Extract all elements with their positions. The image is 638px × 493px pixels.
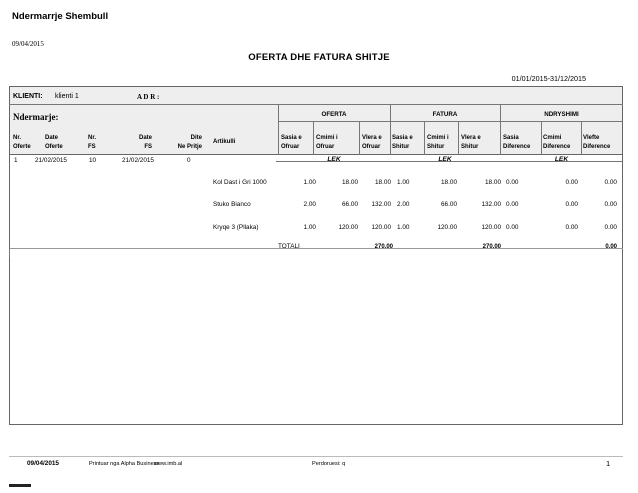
totals-label: TOTALI [278,243,300,250]
ndermarje-label: Ndermarje: [13,112,59,122]
item-sasia-ofruar: 1.00 [303,224,316,231]
footer-printed-by: Printuar nga Alpha Business [89,461,160,467]
item-vlera-ofruar: 132.00 [371,201,391,208]
item-vlera-shitur: 120.00 [481,224,501,231]
footer-rule [9,456,623,457]
doc-dite: 0 [187,157,191,164]
item-sasia-ofruar: 2.00 [303,201,316,208]
col-nr-fs: Nr. FS [88,135,97,150]
item-vlefte-diference: 0.00 [604,224,617,231]
col-sasia-ofruar: Sasia e Ofruar [281,135,302,150]
item-vlefte-diference: 0.00 [604,201,617,208]
item-cmimi-shitur: 120.00 [437,224,457,231]
item-cmimi-diference: 0.00 [565,224,578,231]
divider [313,121,314,155]
address-label: A D R : [137,93,160,101]
item-name: Stuko Bianco [213,201,251,208]
divider [541,121,542,155]
item-name: Kryqe 3 (Pllaka) [213,224,259,231]
total-oferta: 270.00 [374,244,393,250]
col-vlera-ofruar: Vlera e Ofruar [362,135,382,150]
item-cmimi-diference: 0.00 [565,201,578,208]
total-diference: 0.00 [605,244,617,250]
corner-mark [9,484,31,487]
group-oferta: OFERTA [321,111,347,118]
divider [581,121,582,155]
divider [9,248,10,258]
currency-ndryshimi: LEK [554,156,569,163]
divider [9,104,623,105]
col-dite-ne-pritje: Dite Ne Pritje [177,135,202,150]
item-sasia-shitur: 1.00 [397,224,410,231]
item-vlera-shitur: 132.00 [481,201,501,208]
page-number: 1 [606,459,611,468]
col-vlefte-diference: Vlefte Diference [583,135,611,150]
footer-user: Perdoruesi: q [312,461,346,467]
col-cmimi-diference: Cmimi Diference [543,135,571,150]
document-title: OFERTA DHE FATURA SHITJE [248,52,390,63]
item-cmimi-ofruar: 18.00 [342,179,358,186]
currency-fatura: LEK [438,156,452,163]
item-cmimi-ofruar: 120.00 [338,224,358,231]
col-artikulli: Artikulli [213,139,236,145]
doc-nr-oferte: 1 [14,157,18,164]
group-ndryshimi: NDRYSHIMI [544,111,579,118]
item-vlera-ofruar: 18.00 [375,179,391,186]
group-fatura: FATURA [432,111,458,118]
col-sasia-diference: Sasia Diference [503,135,531,150]
col-nr-oferte: Nr. Oferte [13,135,31,150]
item-sasia-diference: 0.00 [506,201,519,208]
report-period: 01/01/2015-31/12/2015 [511,74,586,83]
client-label: KLIENTI: [13,93,43,100]
item-vlera-ofruar: 120.00 [371,224,391,231]
doc-date-oferte: 21/02/2015 [35,157,67,164]
col-cmimi-shitur: Cmimi i Shitur [427,135,449,150]
divider [359,121,360,155]
item-vlefte-diference: 0.00 [604,179,617,186]
doc-date-fs: 21/02/2015 [122,157,154,164]
item-sasia-shitur: 1.00 [397,179,410,186]
currency-oferta: LEK [327,156,341,163]
divider [458,121,459,155]
item-cmimi-ofruar: 66.00 [342,201,358,208]
item-sasia-shitur: 2.00 [397,201,410,208]
client-value: klienti 1 [55,93,79,100]
doc-nr-fs: 10 [89,157,97,164]
divider [278,121,623,122]
col-cmimi-ofruar: Cmimi i Ofruar [316,135,338,150]
item-cmimi-shitur: 18.00 [441,179,457,186]
col-sasia-shitur: Sasia e Shitur [392,135,413,150]
col-vlera-shitur: Vlera e Shitur [461,135,481,150]
col-date-fs: Date FS [138,135,152,150]
divider [424,121,425,155]
item-name: Kol Dast i Gri 1000 [213,179,267,186]
print-date: 09/04/2015 [12,40,44,48]
footer-website: www.imb.al [154,461,183,467]
company-name: Ndermarrje Shembull [12,11,109,22]
item-cmimi-diference: 0.00 [565,179,578,186]
item-sasia-diference: 0.00 [506,224,519,231]
items-bottom-rule [9,248,623,249]
item-cmimi-shitur: 66.00 [441,201,457,208]
item-sasia-diference: 0.00 [506,179,519,186]
col-date-oferte: Date Oferte [45,135,63,150]
item-vlera-shitur: 18.00 [485,179,501,186]
footer-date: 09/04/2015 [27,460,59,467]
item-sasia-ofruar: 1.00 [303,179,316,186]
total-fatura: 270.00 [482,244,501,250]
